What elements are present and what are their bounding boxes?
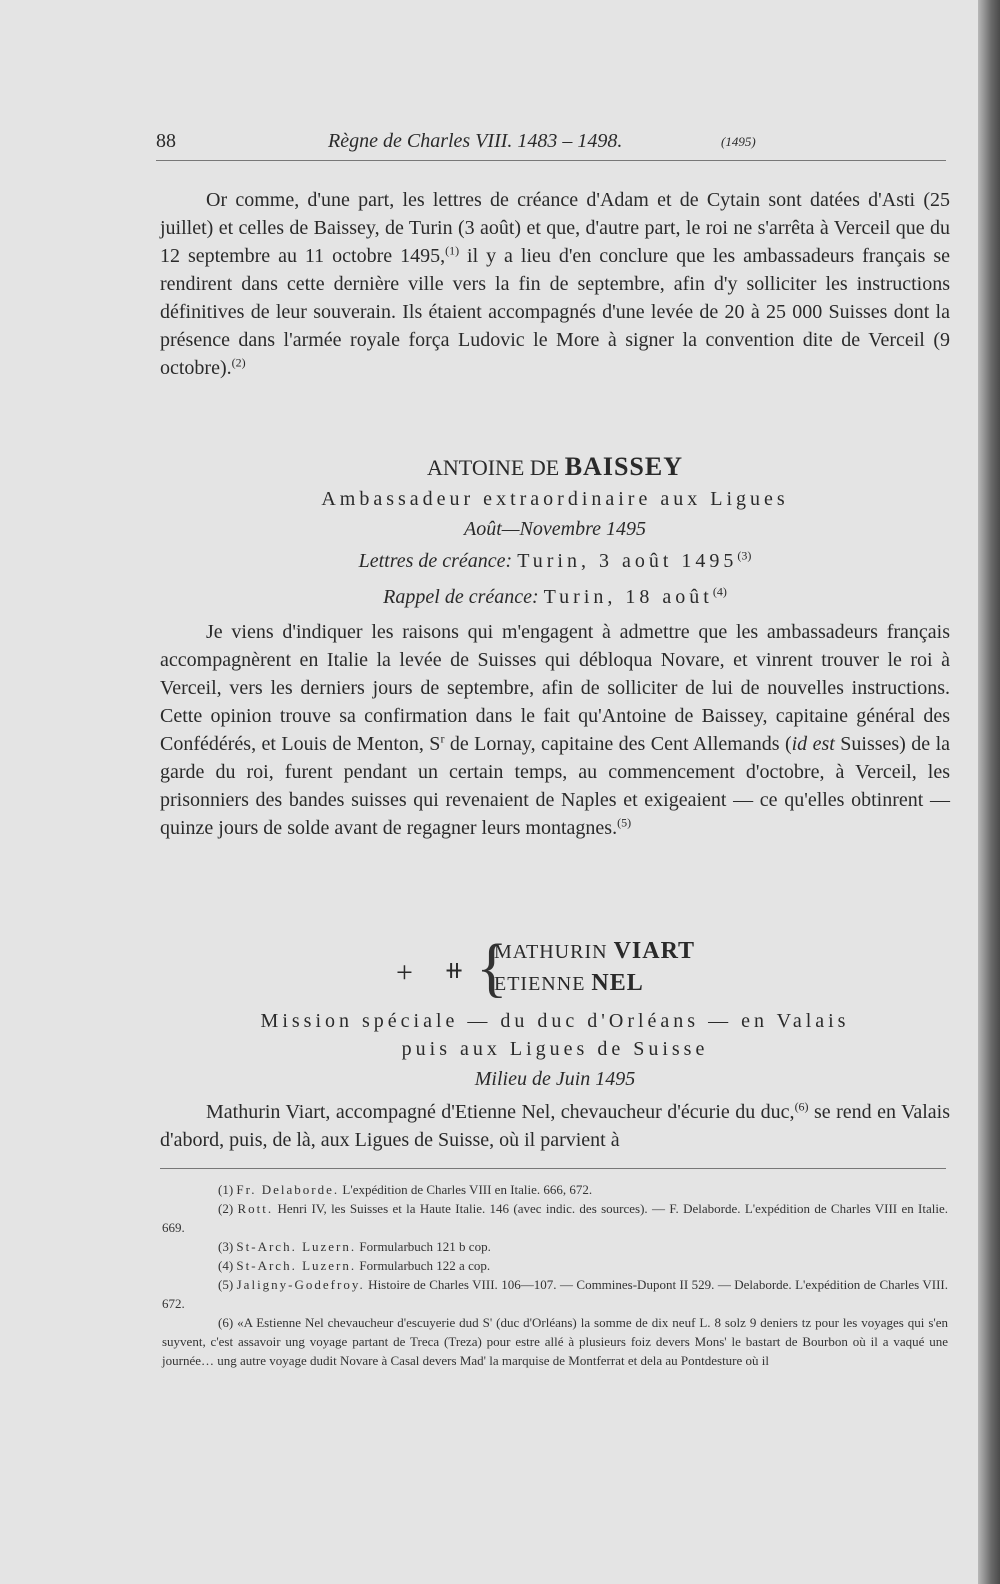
- footnote-author: Jaligny-Godefroy.: [236, 1277, 365, 1292]
- paragraph-text: se rend en Valais d'abord, puis, de là, aux Ligues de Suisse, où il parvient à: [160, 1101, 951, 1151]
- footnotes-rule: [160, 1168, 946, 1169]
- footnote-ref: (6): [794, 1099, 809, 1114]
- footnotes: [162, 1180, 948, 1370]
- paragraph-baissey: [160, 618, 950, 842]
- footnote-number: (4): [218, 1258, 234, 1273]
- footnote-author: Rott.: [237, 1201, 274, 1216]
- credence-line: [160, 550, 950, 573]
- name-nel: [494, 970, 644, 997]
- footnote-number: (6): [218, 1315, 234, 1330]
- recall-label: Rappel de créance:: [383, 586, 539, 608]
- paragraph-intro: [160, 186, 950, 382]
- footnote-2: [162, 1199, 948, 1237]
- footnote-1: [162, 1180, 948, 1199]
- cross-symbol: +: [396, 956, 413, 989]
- paragraph-text: Or comme, d'une part, les lettres de créance d'Adam et de Cytain sont datées d'Asti (25 juillet) et celles de Baissey, de Turin (3 août) et que, d'autre part, le roi ne s'arrêta à Verceil que du 12 septembre au 11 octobre 1495,: [160, 189, 950, 267]
- mission-line-1: Mission spéciale — du duc d'Orléans — en Valais: [260, 1010, 850, 1032]
- paragraph-viart: [160, 1098, 950, 1154]
- footnote-text: Histoire de Charles VIII. 106—107. — Commines-Dupont II 529. — Delaborde. L'expédition de Charles VIII. 672.: [162, 1277, 948, 1311]
- paragraph-text: Suisses) de la garde du roi, furent pendant un certain temps, au commencement d'octobre, à Verceil, les prisonniers des bandes suisses qui revenaient de Naples et exigeaient — ce qu'elles obtinrent — quinze jours de solde avant de regagner leurs montagnes.: [160, 733, 950, 839]
- section-period: Août—Novembre 1495: [463, 518, 646, 540]
- paragraph-text: Mathurin Viart, accompagné d'Etienne Nel, chevaucheur d'écurie du duc,: [206, 1101, 795, 1123]
- running-head: [156, 130, 946, 161]
- footnote-ref: (5): [617, 815, 632, 830]
- name-last: NEL: [591, 970, 644, 996]
- footnote-author: St-Arch. Luzern.: [236, 1239, 357, 1254]
- footnote-text: «A Estienne Nel chevaucheur d'escuyerie dud S' (duc d'Orléans) la somme de dix neuf L. 8 solz 9 deniers tz pour les voyages qui s'en suyvent, c'est assavoir ung voyage partant de Treca (Treza) pour estre allé à plusieurs foiz devers Mons' le bastart de Bourbon où il a vaqué une journée… ung autre voyage dudit Novare à Casal devers Mad' la marquise de Montferrat et dela au Pontdesture où il: [162, 1315, 949, 1368]
- recall-value: Turin, 18 août: [543, 586, 713, 608]
- mission-period: Milieu de Juin 1495: [474, 1068, 636, 1090]
- recall-line: [160, 586, 950, 609]
- section-heading-viart-nel: [396, 931, 736, 1004]
- brace-symbol: {: [476, 931, 508, 1004]
- paragraph-text: de Lornay, capitaine des Cent Allemands (: [444, 733, 792, 755]
- name-last: VIART: [613, 938, 696, 964]
- footnote-text: Formularbuch 122 a cop.: [356, 1258, 491, 1273]
- footnote-number: (2): [218, 1201, 234, 1216]
- footnote-number: (5): [218, 1277, 234, 1292]
- footnote-4: [162, 1256, 948, 1275]
- name-first: ANTOINE DE: [427, 455, 560, 480]
- footnote-ref: (3): [737, 548, 752, 563]
- footnote-author: St-Arch. Luzern.: [236, 1258, 357, 1273]
- mission-line-2: puis aux Ligues de Suisse: [401, 1038, 709, 1060]
- footnote-ref: (1): [445, 243, 460, 258]
- footnote-author: Fr. Delaborde.: [236, 1182, 340, 1197]
- page-edge-shadow: [978, 0, 1000, 1584]
- paragraph-text: Je viens d'indiquer les raisons qui m'engagent à admettre que les ambassadeurs français accompagnèrent en Italie la levée de Suisses qui débloqua Novare, et vinrent trouver le roi à Verceil, vers les derniers jours de septembre, afin de solliciter de lui de nouvelles instructions. Cette opinion trouve sa confirmation dans le fait qu'Antoine de Baissey, capitaine général des Confédérés, et Louis de Menton, S: [160, 621, 950, 755]
- name-last: BAISSEY: [564, 452, 683, 481]
- credence-label: Lettres de créance:: [358, 550, 513, 572]
- running-head-year: (1495): [721, 134, 756, 149]
- footnote-ref: (2): [231, 355, 246, 370]
- superscript: r: [440, 731, 445, 746]
- name-first: MATHURIN: [494, 941, 608, 963]
- footnote-number: (1): [218, 1182, 234, 1197]
- credence-value: Turin, 3 août 1495: [517, 550, 738, 572]
- running-head-title: Règne de Charles VIII. 1483 – 1498.: [328, 130, 623, 152]
- footnote-6: [162, 1313, 948, 1370]
- footnote-number: (3): [218, 1239, 234, 1254]
- italic-phrase: id est: [791, 733, 835, 755]
- footnote-text: Henri IV, les Suisses et la Haute Italie. 146 (avec indic. des sources). — F. Delaborde. L'expédition de Charles VIII en Italie. 669.: [162, 1201, 949, 1235]
- name-first: ETIENNE: [494, 973, 586, 995]
- footnote-ref: (4): [712, 584, 727, 599]
- double-dagger-symbol: ⧺: [444, 958, 465, 984]
- footnote-5: [162, 1275, 948, 1313]
- page-number: 88: [156, 130, 176, 152]
- name-viart: [494, 938, 695, 965]
- footnote-text: L'expédition de Charles VIII en Italie. 666, 672.: [339, 1182, 593, 1197]
- section-role: Ambassadeur extraordinaire aux Ligues: [321, 488, 789, 510]
- footnote-3: [162, 1237, 948, 1256]
- footnote-text: Formularbuch 121 b cop.: [356, 1239, 491, 1254]
- paragraph-text: il y a lieu d'en conclure que les ambassadeurs français se rendirent dans cette dernière ville vers la fin de septembre, afin d'y solliciter les instructions définitives de leur souverain. Ils étaient accompagnés d'une levée de 20 à 25 000 Suisses dont la présence dans l'armée royale força Ludovic le More à signer la convention dite de Verceil (9 octobre).: [160, 245, 951, 379]
- section-heading-baissey: [160, 452, 950, 482]
